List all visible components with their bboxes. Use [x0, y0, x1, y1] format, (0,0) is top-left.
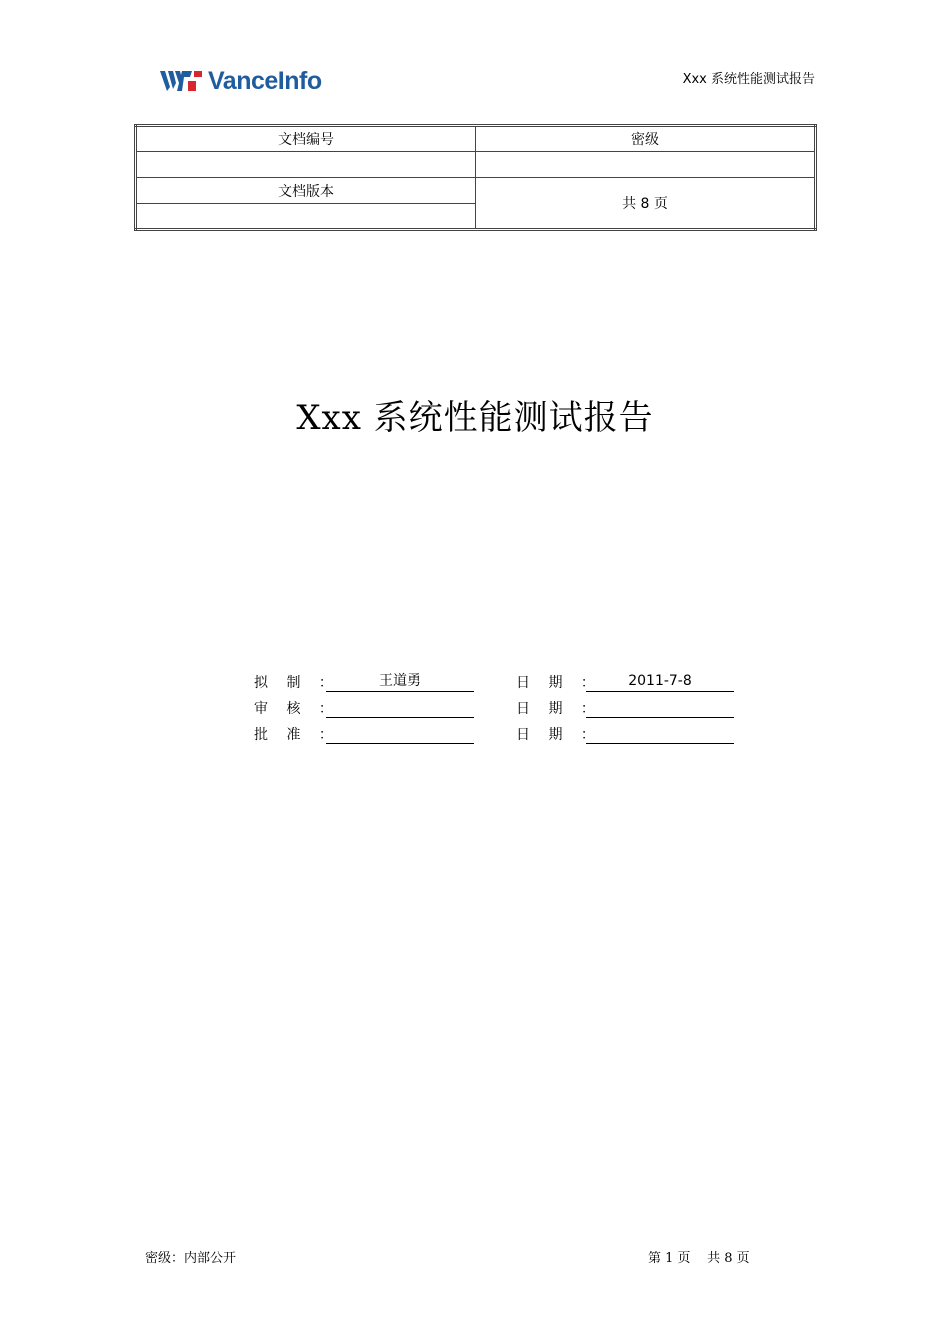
security-value: [476, 152, 816, 178]
doc-number-label: 文档编号: [136, 126, 476, 152]
review-date-field: [586, 696, 734, 718]
approve-name-field: [326, 722, 474, 744]
logo-text: VanceInfo: [208, 66, 322, 95]
doc-number-value: [136, 152, 476, 178]
doc-version-label: 文档版本: [136, 178, 476, 204]
company-logo: [160, 66, 322, 96]
vanceinfo-logo-icon: [160, 69, 204, 93]
draft-date-label: 日 期 ：: [516, 675, 602, 691]
document-info-table: [134, 124, 817, 231]
security-label: 密级: [476, 126, 816, 152]
approve-label: 批 准 ：: [254, 727, 340, 743]
page-total-cell: 共 8 页: [476, 178, 816, 230]
header-title: Xxx 系统性能测试报告: [682, 72, 815, 87]
document-title: Xxx 系统性能测试报告: [296, 398, 654, 438]
review-label: 审 核 ：: [254, 701, 340, 717]
doc-version-value: [136, 204, 476, 230]
review-name-field: [326, 696, 474, 718]
approve-date-field: [586, 722, 734, 744]
draft-date-field: 2011-7-8: [586, 670, 734, 692]
review-date-label: 日 期 ：: [516, 701, 602, 717]
draft-name-field: 王道勇: [326, 670, 474, 692]
footer-security: 密级：内部公开: [145, 1251, 237, 1266]
footer-page-number: 第 1 页 共 8 页: [648, 1251, 750, 1266]
draft-label: 拟 制 ：: [254, 675, 340, 691]
approve-date-label: 日 期 ：: [516, 727, 602, 743]
